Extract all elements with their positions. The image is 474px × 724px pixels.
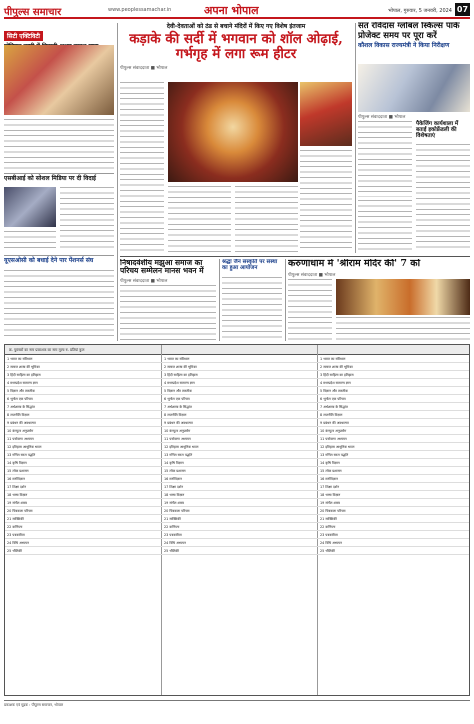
table-row: 22 वाणिज्य (318, 523, 469, 531)
table-row: 9 प्रबंधन की अवधारणा (5, 419, 469, 427)
masthead (4, 3, 470, 19)
table-row: 5 विज्ञान और तकनीक (5, 387, 469, 395)
column-rule (117, 23, 118, 341)
table-row: 8 राजनीति विज्ञान (5, 411, 469, 419)
table-row: 2 समाज शास्त्र की भूमिका (5, 363, 469, 371)
table-row: 12 इतिहास आधुनिक भारत (5, 443, 469, 451)
table-row: 16 मनोविज्ञान (162, 475, 469, 483)
table-row: 6 भूगोल एक परिचय (5, 395, 469, 403)
kalash-yatra-photo (4, 45, 114, 115)
table-row: 16 मनोविज्ञान (318, 475, 469, 483)
table-row: 4 मध्यप्रदेश सामान्य ज्ञान (318, 379, 469, 387)
right-top-body-col1 (358, 121, 412, 197)
table-row: 11 पर्यावरण अध्ययन (5, 435, 469, 443)
lead-byline: पीपुल्स संवाददाता ■ भोपाल (120, 66, 168, 72)
table-row: 10 कंप्यूटर अनुप्रयोग (5, 427, 469, 435)
table-row: 11 पर्यावरण अध्ययन (162, 435, 469, 443)
mid-right-body-col2 (336, 317, 470, 341)
right-story2-headline[interactable]: पैकेजिंग कार्यशाला में बताई इकोफ्रेंडली की विशेषताएं (416, 121, 459, 140)
table-row: 5 विज्ञान और तकनीक (162, 387, 469, 395)
table-row: 3 हिंदी साहित्य का इतिहास (5, 371, 469, 379)
table-row: 4 मध्यप्रदेश सामान्य ज्ञान (162, 379, 469, 387)
table-row: 20 चित्रकला परिचय (162, 507, 469, 515)
mid-center-story (222, 259, 282, 341)
lead-body-col4 (300, 150, 352, 252)
table-row: 20 चित्रकला परिचय (5, 507, 469, 515)
table-row: 1 भारत का संविधान (5, 355, 469, 363)
table-row: 21 सांख्यिकी (318, 515, 469, 523)
column-rule (219, 259, 220, 341)
table-row: 2 समाज शास्त्र की भूमिका (162, 363, 469, 371)
temple-heater-photo (300, 82, 352, 146)
lead-story (120, 22, 352, 254)
table-row: 11 पर्यावरण अध्ययन (318, 435, 469, 443)
table-row: 9 प्रबंधन की अवधारणा (162, 419, 469, 427)
book-list-table (4, 344, 470, 696)
table-row: 12 इतिहास आधुनिक भारत (318, 443, 469, 451)
column-rule (285, 259, 286, 341)
table-row: 5 विज्ञान और तकनीक (318, 387, 469, 395)
mid-left-headline[interactable]: निषादवंशीय मझुआ समाज का परिचय सम्मेलन मानस भवन में (120, 259, 204, 276)
table-row: 19 संगीत शास्त्र (318, 499, 469, 507)
table-row: 1 भारत का संविधान (162, 355, 469, 363)
table-row: 24 विधि अध्ययन (318, 539, 469, 547)
table-row: 18 भाषा विज्ञान (318, 491, 469, 499)
table-row: 17 शिक्षा दर्शन (5, 483, 469, 491)
table-row: 25 भौतिकी (318, 547, 469, 555)
table-row: 17 शिक्षा दर्शन (318, 483, 469, 491)
right-story2-body (416, 144, 470, 252)
table-row: 22 वाणिज्य (162, 523, 469, 531)
mid-left-story (120, 259, 216, 341)
left-column (4, 23, 114, 341)
table-row: 22 वाणिज्य (5, 523, 469, 531)
table-row: 21 सांख्यिकी (5, 515, 469, 523)
mid-right-body-col1 (288, 279, 332, 341)
table-row: 14 कृषि विज्ञान (318, 459, 469, 467)
table-row: 24 विधि अध्ययन (5, 539, 469, 547)
table-body-3 (318, 355, 469, 695)
table-row: 13 गणित सरल पद्धति (162, 451, 469, 459)
right-top-subhead: कौशल विकास राज्यमंत्री ने किया निरीक्षण (358, 42, 450, 50)
dateline: भोपाल, गुरुवार, 5 जनवरी, 2024 (388, 8, 452, 14)
table-row: 25 भौतिकी (5, 547, 469, 555)
table-row: 12 इतिहास आधुनिक भारत (162, 443, 469, 451)
table-row: 18 भाषा विज्ञान (5, 491, 469, 499)
table-row: 7 अर्थशास्त्र के सिद्धांत (162, 403, 469, 411)
table-row: 8 राजनीति विज्ञान (318, 411, 469, 419)
table-row: 1 भारत का संविधान (318, 355, 469, 363)
table-row: 19 संगीत शास्त्र (5, 499, 469, 507)
sbi-farewell-photo (4, 187, 56, 227)
table-row: 15 लोक प्रशासन (318, 467, 469, 475)
lead-body-col1 (120, 82, 164, 252)
logo: पीपुल्स समाचार (4, 7, 62, 18)
table-row: 6 भूगोल एक परिचय (318, 395, 469, 403)
table-row: 3 हिंदी साहित्य का इतिहास (318, 371, 469, 379)
table-row: 23 पत्रकारिता (5, 531, 469, 539)
table-row: 24 विधि अध्ययन (162, 539, 469, 547)
table-row: 7 अर्थशास्त्र के सिद्धांत (318, 403, 469, 411)
site-url[interactable]: www.peoplessamachar.in (108, 7, 172, 13)
mid-right-byline: पीपुल्स संवाददाता ■ भोपाल (288, 272, 336, 278)
table-row: 6 भूगोल एक परिचय (162, 395, 469, 403)
table-row: 13 गणित सरल पद्धति (5, 451, 469, 459)
table-row: 14 कृषि विज्ञान (5, 459, 469, 467)
right-top-headline[interactable]: संत रविदास ग्लोबल स्किल्स पार्क प्रोजेक्ट समय पर पूरा करें (358, 22, 460, 41)
table-row: 20 चित्रकला परिचय (318, 507, 469, 515)
table-row: 19 संगीत शास्त्र (162, 499, 469, 507)
section-title: अपना भोपाल (204, 4, 259, 17)
skills-park-photo (358, 64, 470, 112)
mid-right-story (288, 259, 470, 341)
left-story1-body (4, 119, 114, 169)
table-row: 23 पत्रकारिता (162, 531, 469, 539)
mid-center-body (222, 277, 282, 341)
column-rule (355, 23, 356, 253)
right-top-body-col1b (358, 200, 412, 252)
city-activity-tag: सिटी एक्टिविटी (4, 31, 43, 41)
table-row: 21 सांख्यिकी (162, 515, 469, 523)
lead-body-col2 (168, 186, 231, 252)
table-row: 16 मनोविज्ञान (5, 475, 469, 483)
mid-center-headline[interactable]: श्रद्धा जैन संस्कृति पर संस्था का हुआ आयोजन (222, 259, 278, 272)
table-row: 10 कंप्यूटर अनुप्रयोग (162, 427, 469, 435)
table-row: 23 पत्रकारिता (318, 531, 469, 539)
left-story2-body (60, 187, 114, 251)
table-row: 25 भौतिकी (162, 547, 469, 555)
right-top-byline: पीपुल्स संवाददाता ■ भोपाल (358, 115, 406, 120)
table-row: 9 प्रबंधन की अवधारणा (318, 419, 469, 427)
table-row: 17 शिक्षा दर्शन (162, 483, 469, 491)
table-row: 14 कृषि विज्ञान (162, 459, 469, 467)
mid-left-byline: पीपुल्स संवाददाता ■ भोपाल (120, 278, 168, 284)
page-footer: प्रकाशक एवं मुद्रक : पीपुल्स समाचार, भोपाल (4, 700, 470, 720)
mid-left-body (120, 285, 216, 341)
mid-right-headline[interactable]: करुणाधाम में 'श्रीराम मंदिर की' 7 को (288, 259, 421, 269)
lead-body-col3 (235, 186, 298, 252)
table-row: 15 लोक प्रशासन (162, 467, 469, 475)
lead-kicker: देवी-देवताओं को ठंड से बचाने मंदिरों में किए गए विशेष इंतजाम (166, 23, 306, 30)
table-row: 2 समाज शास्त्र की भूमिका (318, 363, 469, 371)
page-number: 07 (456, 5, 469, 14)
divider (4, 173, 114, 174)
section-rule (120, 256, 470, 257)
table-row: 18 भाषा विज्ञान (162, 491, 469, 499)
karunadham-photo (336, 279, 470, 315)
left-story3-headline[interactable]: यूएसओसी को बधाई देने पार पेंशनर्स संघ (4, 257, 94, 264)
left-story2-caption (4, 231, 56, 251)
divider (4, 255, 114, 256)
table-row: 13 गणित सरल पद्धति (318, 451, 469, 459)
table-header: क्र. पुस्तकों का नाम प्रकाशक का नाम मूल्य रु. प्रतियां कुल (5, 345, 469, 355)
table-row: 10 कंप्यूटर अनुप्रयोग (318, 427, 469, 435)
deity-shawl-photo (168, 82, 298, 182)
lead-headline[interactable]: कड़ाके की सर्दी में भगवान को शॉल ओढ़ाई, गर्भगृह में लगा रूम हीटर (129, 31, 343, 63)
table-row: 7 अर्थशास्त्र के सिद्धांत (5, 403, 469, 411)
right-top-story (358, 22, 470, 254)
left-story2-headline[interactable]: एसबीआई को सोशल मिडिया पर दी विदाई (4, 175, 97, 182)
table-row: 15 लोक प्रशासन (5, 467, 469, 475)
left-story3-body (4, 270, 114, 338)
table-row: 8 राजनीति विज्ञान (162, 411, 469, 419)
table-row: 4 मध्यप्रदेश सामान्य ज्ञान (5, 379, 469, 387)
table-row: 3 हिंदी साहित्य का इतिहास (162, 371, 469, 379)
